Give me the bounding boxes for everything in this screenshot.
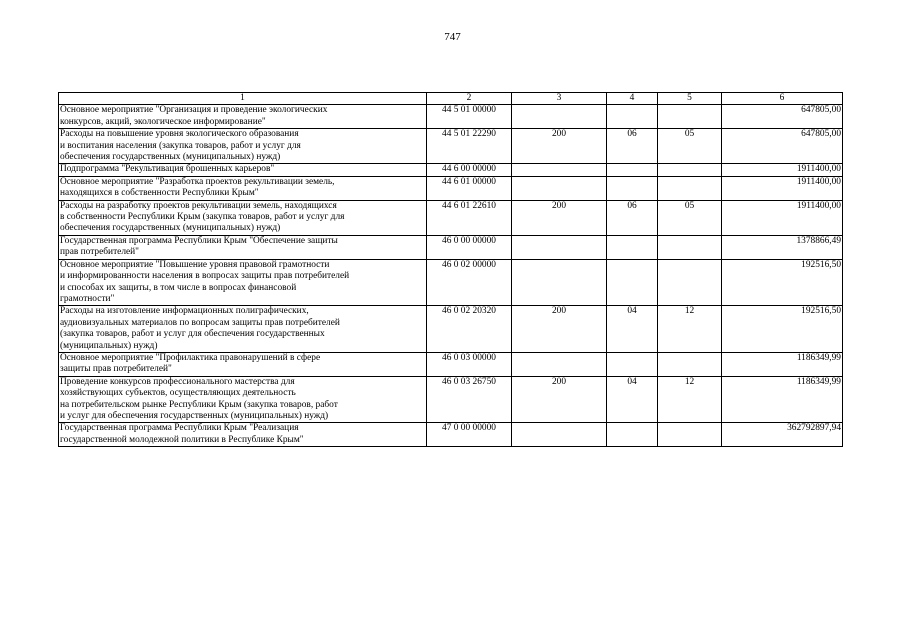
row-name-line: Основное мероприятие "Организация и проведение экологических	[60, 105, 328, 116]
row-name-cell	[59, 376, 427, 423]
row-expense-type-cell: 200	[512, 200, 607, 235]
table-row	[59, 352, 843, 376]
row-name-line: Подпрограмма "Рекультивация брошенных карьеров"	[60, 164, 275, 175]
row-name-line: Проведение конкурсов профессионального мастерства для	[60, 376, 295, 387]
row-name-cell	[59, 306, 427, 353]
row-code-cell: 44 6 01 22610	[427, 200, 512, 235]
row-code-cell: 46 0 03 26750	[427, 376, 512, 423]
table-row	[59, 164, 843, 176]
table-row	[59, 423, 843, 447]
row-expense-type-cell	[512, 352, 607, 376]
row-code-cell: 44 6 01 00000	[427, 176, 512, 200]
table-row	[59, 235, 843, 259]
row-name-line: защиты прав потребителей"	[60, 364, 172, 375]
row-name-line: Расходы на повышение уровня экологического образования	[60, 129, 299, 140]
row-expense-type-cell	[512, 164, 607, 176]
row-expense-type-cell: 200	[512, 129, 607, 164]
row-section-cell	[607, 423, 658, 447]
row-subsection-cell	[658, 176, 722, 200]
row-amount-cell: 1911400,00	[722, 164, 843, 176]
column-header-3: 3	[512, 93, 607, 105]
row-subsection-cell	[658, 235, 722, 259]
row-code-cell: 47 0 00 00000	[427, 423, 512, 447]
row-section-cell	[607, 105, 658, 129]
row-name-cell	[59, 235, 427, 259]
row-name-line: и воспитания населения (закупка товаров, работ и услуг для	[60, 140, 301, 151]
column-header-4: 4	[607, 93, 658, 105]
row-name-line: государственной молодежной политики в Республике Крым"	[60, 434, 304, 445]
row-name-line: (закупка товаров, работ и услуг для обеспечения государственных	[60, 329, 325, 340]
row-name-line: обеспечения государственных (муниципальных) нужд)	[60, 223, 281, 234]
table-row	[59, 306, 843, 353]
row-amount-cell: 647805,00	[722, 129, 843, 164]
row-amount-cell: 1911400,00	[722, 176, 843, 200]
row-section-cell: 04	[607, 376, 658, 423]
table-body	[59, 105, 843, 447]
row-name-line: Расходы на разработку проектов рекультивации земель, находящихся	[60, 200, 337, 211]
row-name-cell	[59, 423, 427, 447]
row-section-cell: 06	[607, 200, 658, 235]
row-amount-cell: 362792897,94	[722, 423, 843, 447]
column-header-2: 2	[427, 93, 512, 105]
row-name-line: на потребительском рынке Республики Крым (закупка товаров, работ	[60, 399, 338, 410]
row-name-line: конкурсов, акций, экологическое информирование"	[60, 116, 266, 127]
row-code-cell: 44 5 01 22290	[427, 129, 512, 164]
row-section-cell: 06	[607, 129, 658, 164]
row-subsection-cell	[658, 352, 722, 376]
budget-table	[58, 92, 843, 447]
row-expense-type-cell	[512, 235, 607, 259]
column-header-1: 1	[59, 93, 427, 105]
row-amount-cell: 1186349,99	[722, 376, 843, 423]
row-name-line: Основное мероприятие "Разработка проектов рекультивации земель,	[60, 176, 335, 187]
row-subsection-cell: 05	[658, 200, 722, 235]
row-expense-type-cell	[512, 176, 607, 200]
row-code-cell: 46 0 00 00000	[427, 235, 512, 259]
row-name-cell	[59, 352, 427, 376]
row-subsection-cell: 12	[658, 376, 722, 423]
row-code-cell: 44 6 00 00000	[427, 164, 512, 176]
row-section-cell	[607, 176, 658, 200]
row-amount-cell: 192516,50	[722, 306, 843, 353]
row-name-cell	[59, 176, 427, 200]
table-row	[59, 376, 843, 423]
row-amount-cell: 192516,50	[722, 259, 843, 306]
row-name-cell	[59, 259, 427, 306]
table-header-row	[59, 93, 843, 105]
row-name-line: Государственная программа Республики Крым "Реализация	[60, 423, 299, 434]
row-amount-cell: 1378866,49	[722, 235, 843, 259]
row-name-line: Основное мероприятие "Повышение уровня правовой грамотности	[60, 259, 330, 270]
row-name-line: и услуг для обеспечения государственных (муниципальных) нужд)	[60, 410, 329, 421]
row-name-line: Расходы на изготовление информационных полиграфических,	[60, 306, 309, 317]
row-code-cell: 46 0 03 00000	[427, 352, 512, 376]
row-name-line: аудиовизуальных материалов по вопросам защиты прав потребителей	[60, 317, 340, 328]
page-number: 747	[444, 31, 461, 43]
row-expense-type-cell	[512, 423, 607, 447]
column-header-6: 6	[722, 93, 843, 105]
row-amount-cell: 1911400,00	[722, 200, 843, 235]
row-name-line: Государственная программа Республики Крым "Обеспечение защиты	[60, 235, 338, 246]
row-name-line: (муниципальных) нужд)	[60, 340, 158, 351]
row-name-line: грамотности"	[60, 293, 115, 304]
row-amount-cell: 647805,00	[722, 105, 843, 129]
row-code-cell: 46 0 02 20320	[427, 306, 512, 353]
row-code-cell: 46 0 02 00000	[427, 259, 512, 306]
row-section-cell	[607, 235, 658, 259]
row-amount-cell: 1186349,99	[722, 352, 843, 376]
table-row	[59, 129, 843, 164]
row-subsection-cell: 05	[658, 129, 722, 164]
row-code-cell: 44 5 01 00000	[427, 105, 512, 129]
row-subsection-cell: 12	[658, 306, 722, 353]
row-name-line: хозяйствующих субъектов, осуществляющих деятельность	[60, 388, 296, 399]
row-section-cell	[607, 164, 658, 176]
row-subsection-cell	[658, 105, 722, 129]
row-name-line: и информированности населения в вопросах защиты прав потребителей	[60, 271, 350, 282]
row-expense-type-cell: 200	[512, 376, 607, 423]
row-subsection-cell	[658, 164, 722, 176]
table-row	[59, 259, 843, 306]
table-row	[59, 105, 843, 129]
row-subsection-cell	[658, 423, 722, 447]
row-expense-type-cell: 200	[512, 306, 607, 353]
row-name-line: в собственности Республики Крым (закупка товаров, работ и услуг для	[60, 212, 345, 223]
row-expense-type-cell	[512, 259, 607, 306]
row-section-cell	[607, 259, 658, 306]
row-name-cell	[59, 105, 427, 129]
row-name-cell	[59, 200, 427, 235]
row-name-cell	[59, 164, 427, 176]
row-name-line: прав потребителей"	[60, 247, 140, 258]
row-expense-type-cell	[512, 105, 607, 129]
row-section-cell: 04	[607, 306, 658, 353]
column-header-5: 5	[658, 93, 722, 105]
row-section-cell	[607, 352, 658, 376]
row-subsection-cell	[658, 259, 722, 306]
row-name-line: обеспечения государственных (муниципальных) нужд)	[60, 152, 281, 163]
table-row	[59, 200, 843, 235]
table-row	[59, 176, 843, 200]
row-name-cell	[59, 129, 427, 164]
row-name-line: и способах их защиты, в том числе в вопросах финансовой	[60, 282, 297, 293]
row-name-line: Основное мероприятие "Профилактика правонарушений в сфере	[60, 352, 321, 363]
row-name-line: находящихся в собственности Республики Крым"	[60, 188, 259, 199]
